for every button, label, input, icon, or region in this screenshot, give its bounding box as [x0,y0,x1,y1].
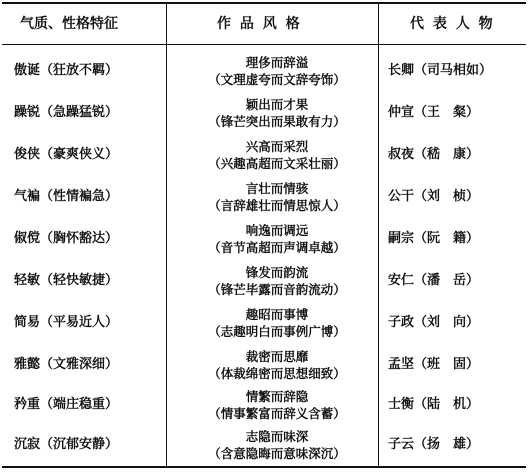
person-cell: 仲宣（王 粲） [388,105,480,120]
trait-cell: 气褊（性情褊急） [14,189,119,204]
person-cell: 子政（刘 向） [388,315,480,330]
style-main: 言壮而情骇 [245,181,309,196]
style-note: （文理虚夸而文辞夸饰） [208,72,346,87]
style-main: 裁密而思靡 [245,349,309,364]
style-main: 志隐而味深 [245,429,309,444]
style-main: 情繁而辞隐 [245,389,309,404]
header-style: 作 品 风 格 [217,16,302,32]
table-row [2,134,526,176]
trait-cell: 沉寂（沉郁安静） [14,437,119,452]
style-main: 兴高而采烈 [245,139,309,154]
style-note: （体裁绵密而思想细致） [208,366,346,381]
trait-cell: 俶傥（胸怀豁达） [14,231,119,246]
style-cell [177,222,377,258]
style-cell [177,306,377,342]
trait-cell: 傲诞（狂放不羁） [14,63,119,78]
person-cell: 公干（刘 桢） [388,189,480,204]
style-note: （音节高超而声调卓越） [208,240,346,255]
header-trait: 气质、性格特征 [20,16,118,32]
person-cell: 长卿（司马相如） [388,63,493,78]
style-main: 理侈而辞溢 [245,55,309,70]
table-row [2,302,526,344]
style-cell [177,348,377,384]
table-row [2,384,526,426]
style-main: 响逸而调远 [245,223,309,238]
person-cell: 嗣宗（阮 籍） [388,231,480,246]
style-note: （言辞雄壮而情思惊人） [208,198,346,213]
style-cell [177,96,377,132]
table-row [2,92,526,134]
trait-cell: 俊侠（豪爽侠义） [14,147,119,162]
style-cell [177,54,377,90]
table-header [2,4,526,45]
person-cell: 叔夜（嵇 康） [388,147,480,162]
table-row [2,344,526,386]
person-cell: 孟坚（班 固） [388,357,480,372]
table-row [2,260,526,302]
style-main: 颖出而才果 [245,97,309,112]
table-row [2,218,526,260]
header-person: 代 表 人 物 [410,16,495,32]
trait-cell: 躁锐（急躁猛锐） [14,105,119,120]
style-cell [177,180,377,216]
style-note: （兴趣高超而文采壮丽） [208,156,346,171]
trait-cell: 雅懿（文雅深细） [14,357,119,372]
style-note: （志趣明白而事例广博） [208,324,346,339]
person-cell: 安仁（潘 岳） [388,273,480,288]
style-note: （情事繁富而辞义含蓄） [208,406,346,421]
traits-style-table [2,2,526,468]
table-row [2,50,526,92]
table-row [2,176,526,218]
trait-cell: 简易（平易近人） [14,315,119,330]
style-main: 趣昭而事博 [245,307,309,322]
table-row [2,424,526,466]
style-cell [177,388,377,424]
person-cell: 士衡（陆 机） [388,397,480,412]
style-note: （锋芒毕露而音韵流动） [208,282,346,297]
trait-cell: 矜重（端庄稳重） [14,397,119,412]
person-cell: 子云（扬 雄） [388,437,480,452]
trait-cell: 轻敏（轻快敏捷） [14,273,119,288]
style-note: （含意隐晦而意味深沉） [208,446,346,461]
style-main: 锋发而韵流 [245,265,309,280]
style-cell [177,138,377,174]
style-cell [177,264,377,300]
style-cell [177,428,377,464]
style-note: （锋芒突出而果敢有力） [208,114,346,129]
